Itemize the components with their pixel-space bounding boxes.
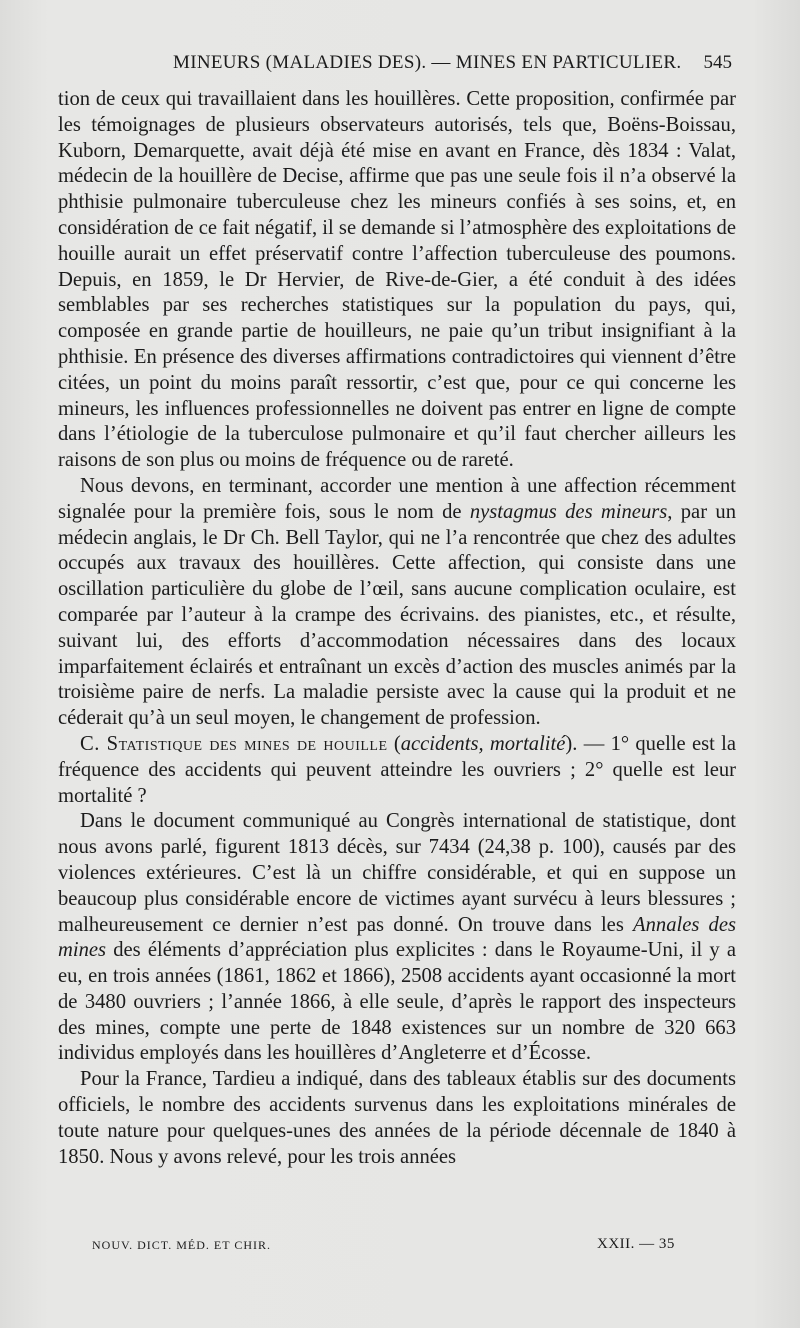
paragraph-4-text-b: des éléments d’appréciation plus explicites : dans le Royaume-Uni, il y a eu, en trois années (1861, 1862 et 1866), 2508 accidents ayant occasionné la mort de 3480 ouvriers ; l’année 1866, à elle seule, d’après le rapport des inspecteurs des mines, compte une perte de 1848 existences sur un nombre de 320 663 individus employés dans les houillères d’Angleterre et d’Écosse.	[58, 939, 736, 1065]
running-header	[58, 50, 738, 80]
paragraph-3-text: ). — 1° quelle est la fréquence des accidents qui peuvent atteindre les ouvriers ; 2° quelle est leur mortalité ?	[58, 732, 737, 807]
page-footer	[92, 1238, 692, 1258]
paragraph-4	[58, 809, 736, 1067]
paragraph-3-italic: accidents, mortalité	[400, 732, 566, 755]
running-title: MINEURS (MALADIES DES). — MINES EN PARTICULIER.	[173, 52, 682, 73]
paragraph-3	[58, 732, 736, 809]
paragraph-5: Pour la France, Tardieu a indiqué, dans des tableaux établis sur des documents officiels, le nombre des accidents survenus dans les exploitations minérales de toute nature pour quelques-unes des années de la période décennale de 1840 à 1850. Nous y avons relevé, pour les trois années	[58, 1068, 736, 1168]
body-text	[58, 87, 736, 1170]
section-heading: C. Statistique des mines de houille	[80, 732, 388, 755]
paragraph-2-text-a: Nous devons, en terminant, accorder une mention à une affection récemment signalée pour la première fois, sous le nom de	[58, 474, 736, 523]
paragraph-4-text-a: Dans le document communiqué au Congrès international de statistique, dont nous avons parlé, figurent 1813 décès, sur 7434 (24,38 p. 100), causés par des violences extérieures. C’est là un chiffre considérable, et qui en suppose un beaucoup plus considérable encore de victimes ayant survécu à leurs blessures ; malheureusement ce dernier n’est pas donné. On trouve dans les	[58, 810, 736, 936]
paragraph-3-open: (	[387, 732, 401, 755]
paragraph-4-italic: Annales des mines	[58, 913, 736, 962]
paragraph-2	[58, 474, 736, 732]
footer-volume: XXII. — 35	[597, 1236, 675, 1252]
page-number: 545	[703, 52, 732, 73]
paragraph-1: tion de ceux qui travaillaient dans les houillères. Cette proposition, confirmée par les témoignages de plusieurs observateurs autorisés, tels que, Boëns-Boissau, Kuborn, Demarquette, avait déjà été mise en avant en France, dès 1834 : Valat, médecin de la houillère de Decise, affirme que pas une seule fois il n’a observé la phthisie pulmonaire tuberculeuse chez les mineurs confiés à ses soins, et, en considération de ce fait négatif, il se demande si l’atmosphère des exploitations de houille aurait un effet préservatif contre l’affection tuberculeuse des poumons. Depuis, en 1859, le Dr Hervier, de Rive-de-Gier, a été conduit à des idées semblables par ses recherches statistiques sur la population du pays, qui, composée en grande partie de houilleurs, ne paie qu’un tribut insignifiant à la phthisie. En présence des diverses affirmations contradictoires qui viennent d’être citées, un point du moins paraît ressortir, c’est que, pour ce qui concerne les mineurs, les influences professionnelles ne doivent pas entrer en ligne de compte dans l’étiologie de la tuberculose pulmonaire et qu’il faut chercher ailleurs les raisons de son plus ou moins de fréquence ou de rareté.	[58, 88, 736, 472]
paragraph-2-text-b: , par un médecin anglais, le Dr Ch. Bell Taylor, qui ne l’a rencontrée que chez des adultes occupés aux travaux des houillères. Cette affection, qui consiste dans une oscillation particulière du globe de l’œil, sans aucune complication oculaire, est comparée par l’auteur à la crampe des écrivains. des pianistes, etc., et résulte, suivant lui, des efforts d’accommodation nécessaires dans des locaux imparfaitement éclairés et entraînant un excès d’action des muscles animés par la troisième paire de nerfs. La maladie persiste avec la cause qui la produit et ne céderait qu’à un seul moyen, le changement de profession.	[58, 500, 736, 730]
footer-signature: NOUV. DICT. MÉD. ET CHIR.	[92, 1238, 272, 1252]
paragraph-2-italic: nystagmus des mineurs	[469, 500, 668, 523]
